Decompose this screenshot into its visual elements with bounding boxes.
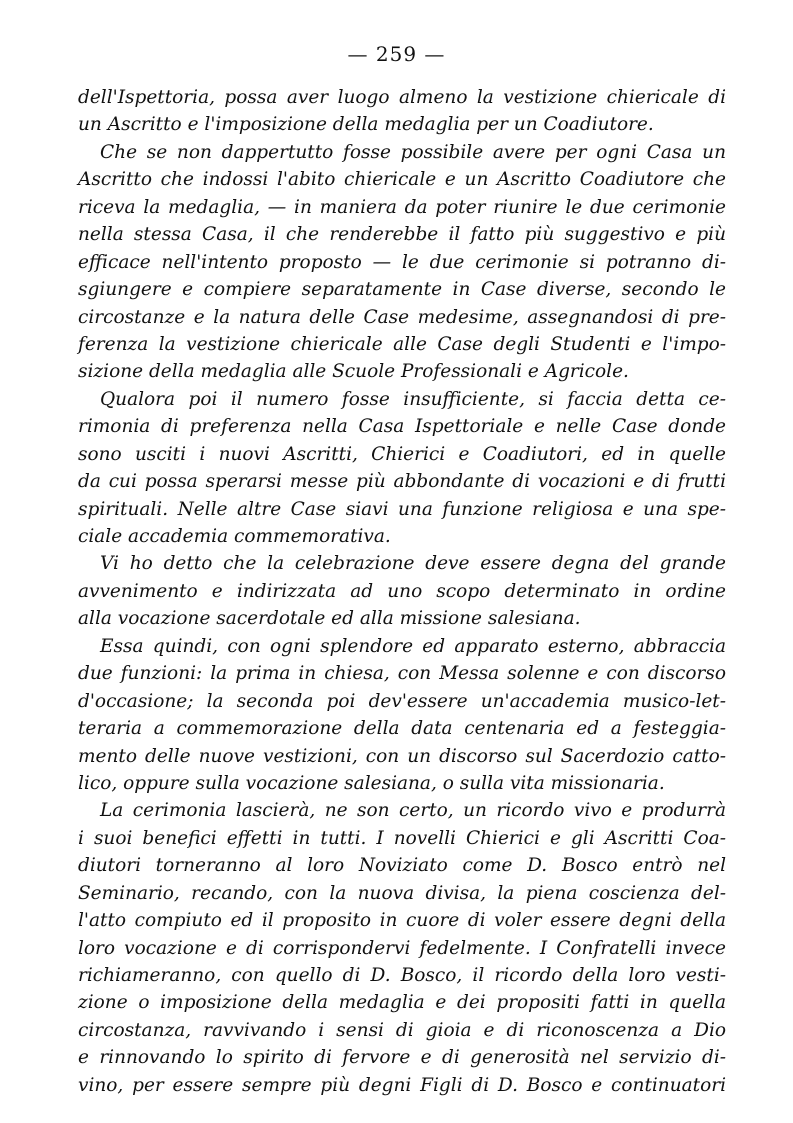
text-line: zione o imposizione della medaglia e dei propositi fatti in quella: [78, 992, 726, 1014]
text-line: teraria a commemorazione della data centenaria ed a festeggia-: [78, 718, 726, 740]
text-line: diutori torneranno al loro Noviziato come D. Bosco entrò nel: [78, 855, 726, 877]
text-line: vino, per essere sempre più degni Figli di D. Bosco e continuatori: [78, 1074, 726, 1096]
text-line: Vi ho detto che la celebrazione deve essere degna del grande: [100, 553, 726, 575]
text-line: dell'Ispettoria, possa aver luogo almeno la vestizione chiericale di: [78, 87, 726, 108]
text-line: due funzioni: la prima in chiesa, con Messa solenne e con discorso: [78, 663, 726, 685]
text-line: d'occasione; la seconda poi dev'essere un'accademia musico-let-: [78, 690, 726, 712]
text-line: circostanze e la natura delle Case medesime, assegnandosi di pre-: [78, 306, 726, 328]
text-line: mento delle nuove vestizioni, con un discorso sul Sacerdozio catto-: [78, 745, 726, 767]
text-line: Che se non dappertutto fosse possibile avere per ogni Casa un: [100, 141, 726, 163]
text-line: alla vocazione sacerdotale ed alla missione salesiana.: [78, 608, 581, 630]
text-line: un Ascritto e l'imposizione della medaglia per un Coadiutore.: [78, 114, 654, 136]
text-line: circostanza, ravvivando i sensi di gioia e di riconoscenza a Dio: [78, 1019, 726, 1041]
text-line: ciale accademia commemorativa.: [78, 526, 391, 547]
text-line: lico, oppure sulla vocazione salesiana, o sulla vita missionaria.: [78, 772, 665, 794]
text-line: La cerimonia lascierà, ne son certo, un ricordo vivo e produrrà: [100, 800, 726, 822]
text-line: Ascritto che indossi l'abito chiericale e un Ascritto Coadiutore che: [78, 169, 726, 191]
text-line: Qualora poi il numero fosse insufficiente, si faccia detta ce-: [100, 388, 726, 410]
text-line: sizione della medaglia alle Scuole Professionali e Agricole.: [78, 361, 629, 383]
text-line: nella stessa Casa, il che renderebbe il fatto più suggestivo e più: [78, 224, 726, 246]
text-line: efficace nell'intento proposto — le due cerimonie si potranno di-: [78, 251, 726, 273]
text-line: ferenza la vestizione chiericale alle Case degli Studenti e l'impo-: [78, 333, 726, 355]
text-line: l'atto compiuto ed il proposito in cuore di voler essere degni della: [78, 910, 726, 932]
text-line: loro vocazione e di corrispondervi fedelmente. I Confratelli invece: [78, 937, 726, 959]
text-line: Essa quindi, con ogni splendore ed apparato esterno, abbraccia: [100, 635, 726, 657]
text-line: riceva la medaglia, — in maniera da poter riunire le due cerimonie: [78, 196, 726, 218]
text-line: sgiungere e compiere separatamente in Case diverse, secondo le: [78, 279, 726, 301]
text-line: da cui possa sperarsi messe più abbondante di vocazioni e di frutti: [78, 471, 726, 493]
text-line: sono usciti i nuovi Ascritti, Chierici e Coadiutori, ed in quelle: [78, 443, 726, 465]
text-line: avvenimento e indirizzata ad uno scopo determinato in ordine: [78, 580, 726, 602]
text-line: Seminario, recando, con la nuova divisa, la piena coscienza del-: [78, 882, 726, 904]
page-number: — 259 —: [347, 42, 446, 66]
body-text: [78, 84, 726, 1099]
text-line: e rinnovando lo spirito di fervore e di generosità nel servizio di-: [78, 1047, 726, 1069]
text-line: rimonia di preferenza nella Casa Ispettoriale e nelle Case donde: [78, 416, 726, 438]
text-line: richiameranno, con quello di D. Bosco, il ricordo della loro vesti-: [78, 965, 726, 986]
text-line: spirituali. Nelle altre Case siavi una funzione religiosa e una spe-: [78, 498, 726, 520]
text-line: i suoi benefici effetti in tutti. I novelli Chierici e gli Ascritti Coa-: [78, 827, 726, 849]
